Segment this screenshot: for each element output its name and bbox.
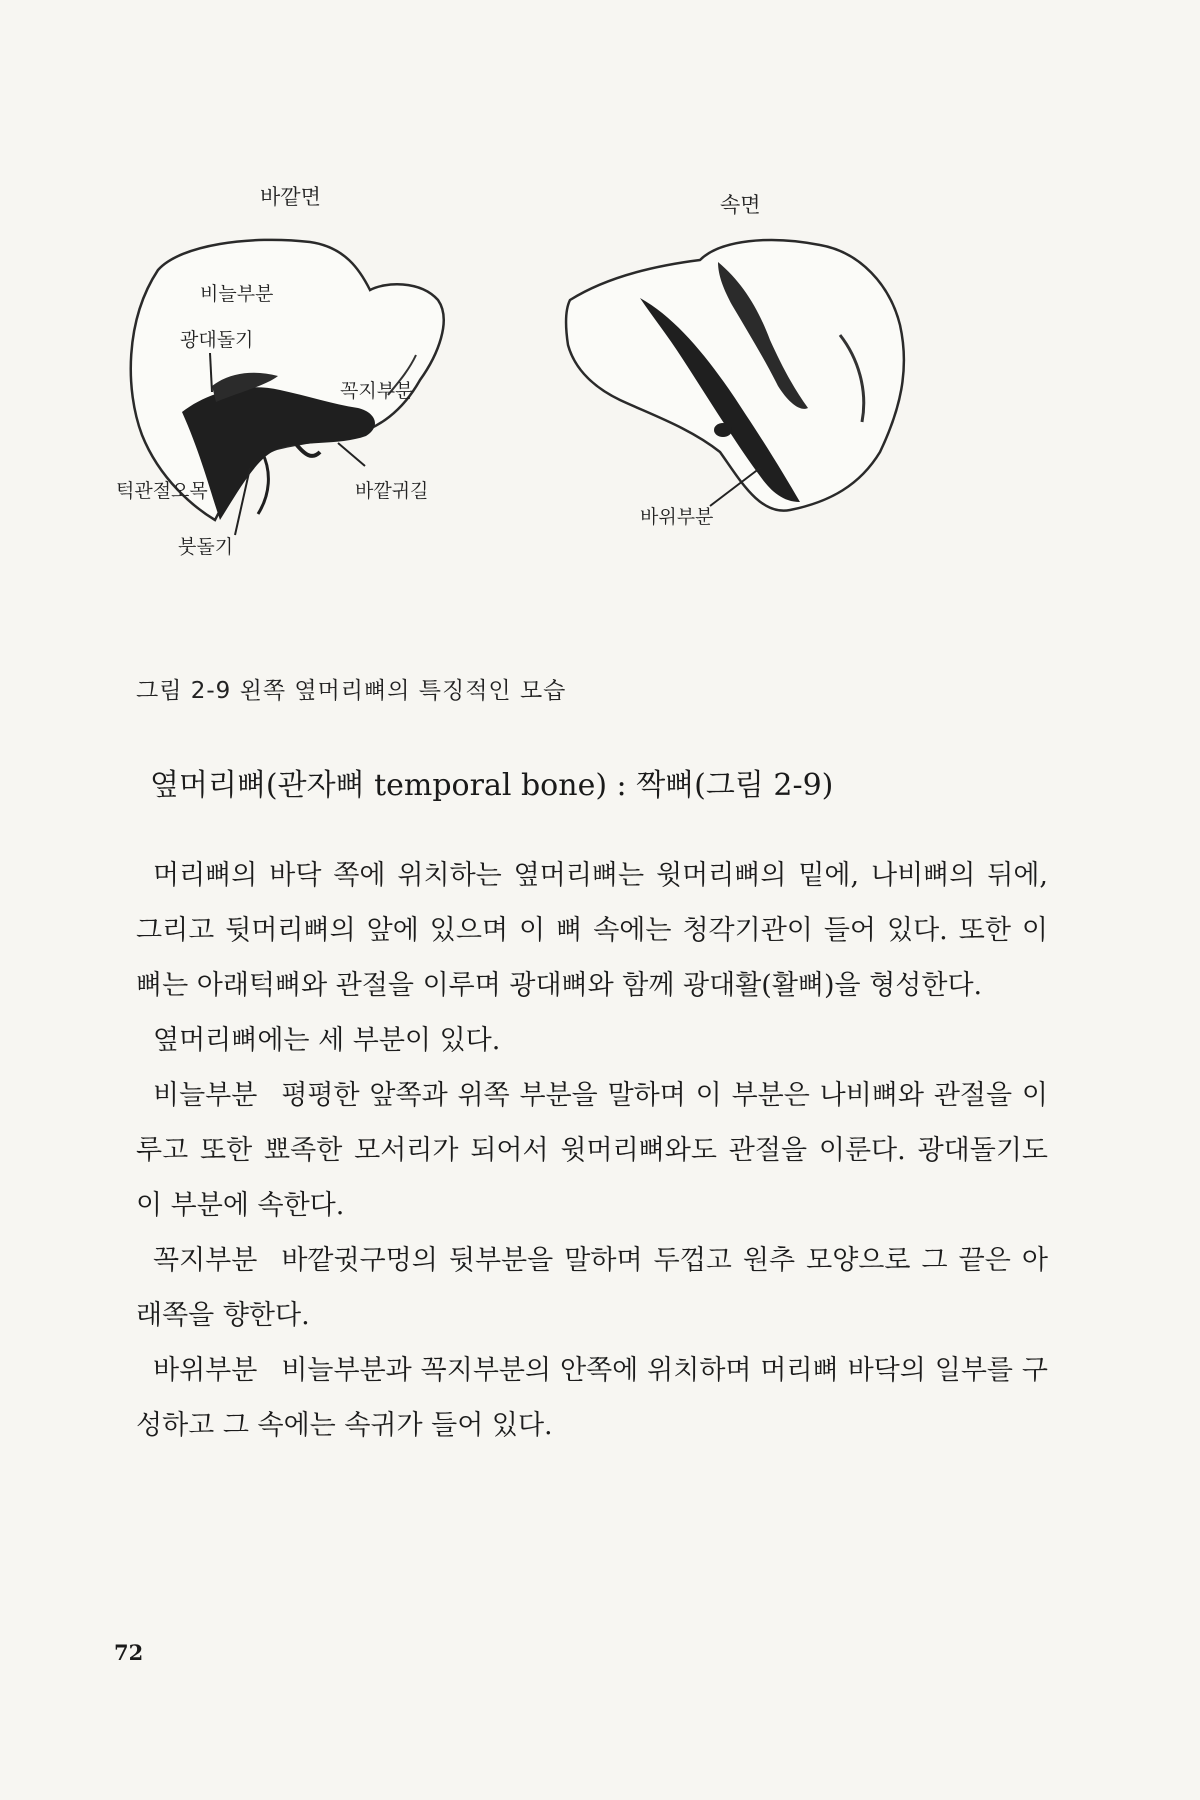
part-term: 비늘부분: [153, 1080, 258, 1111]
figure-temporal-bone: [116, 185, 1050, 650]
parts-intro: 옆머리뼈에는 세 부분이 있다.: [153, 1025, 501, 1056]
label-external-acoustic-meatus: 바깥귀길: [355, 480, 429, 502]
inner-view-title: 속면: [720, 193, 761, 217]
figure-caption: 그림 2-9 왼쪽 옆머리뼈의 특징적인 모습: [136, 678, 567, 704]
part-term: 바위부분: [153, 1355, 258, 1386]
part-description: 평평한 앞쪽과 위쪽 부분을 말하며 이 부분은 나비뼈와 관절을 이루고 또한 뾰족한 모서리가 되어서 윗머리뼈와도 관절을 이룬다. 광대돌기도 이 부분에 속한다.: [136, 1080, 1048, 1221]
label-petrous-part: 바위부분: [640, 506, 714, 528]
intro-paragraph: 머리뼈의 바닥 쪽에 위치하는 옆머리뼈는 윗머리뼈의 밑에, 나비뼈의 뒤에, 그리고 뒷머리뼈의 앞에 있으며 이 뼈 속에는 청각기관이 들어 있다. 또한 이 뼈는 아래턱뼈와 관절을 이루며 광대뼈와 함께 광대활(활뼈)을 형성한다.: [136, 860, 1048, 1001]
page-number: 72: [114, 1640, 144, 1665]
part-description: 비늘부분과 꼭지부분의 안쪽에 위치하며 머리뼈 바닥의 일부를 구성하고 그 속에는 속귀가 들어 있다.: [136, 1355, 1048, 1441]
label-mandibular-fossa: 턱관절오목: [116, 480, 208, 502]
temporal-bone-illustration: [120, 190, 1050, 650]
label-zygomatic-process: 광대돌기: [180, 329, 254, 351]
part-description: 바깥귓구멍의 뒷부분을 말하며 두껍고 원추 모양으로 그 끝은 아래쪽을 향한다.: [136, 1245, 1048, 1331]
section-heading: 옆머리뼈(관자뼈 temporal bone) : 짝뼈(그림 2-9): [150, 768, 834, 803]
part-item-petrous: [136, 1343, 1048, 1453]
part-item-squamous: [136, 1068, 1048, 1233]
outer-view-title: 바깥면: [260, 185, 321, 209]
section-body: [136, 848, 1048, 1453]
label-mastoid-part: 꼭지부분: [340, 380, 414, 402]
part-item-mastoid: [136, 1233, 1048, 1343]
label-squamous-part: 비늘부분: [200, 283, 274, 305]
part-term: 꼭지부분: [153, 1245, 258, 1276]
inner-view-drawing: [566, 240, 904, 511]
label-styloid-process: 붓돌기: [178, 536, 234, 558]
